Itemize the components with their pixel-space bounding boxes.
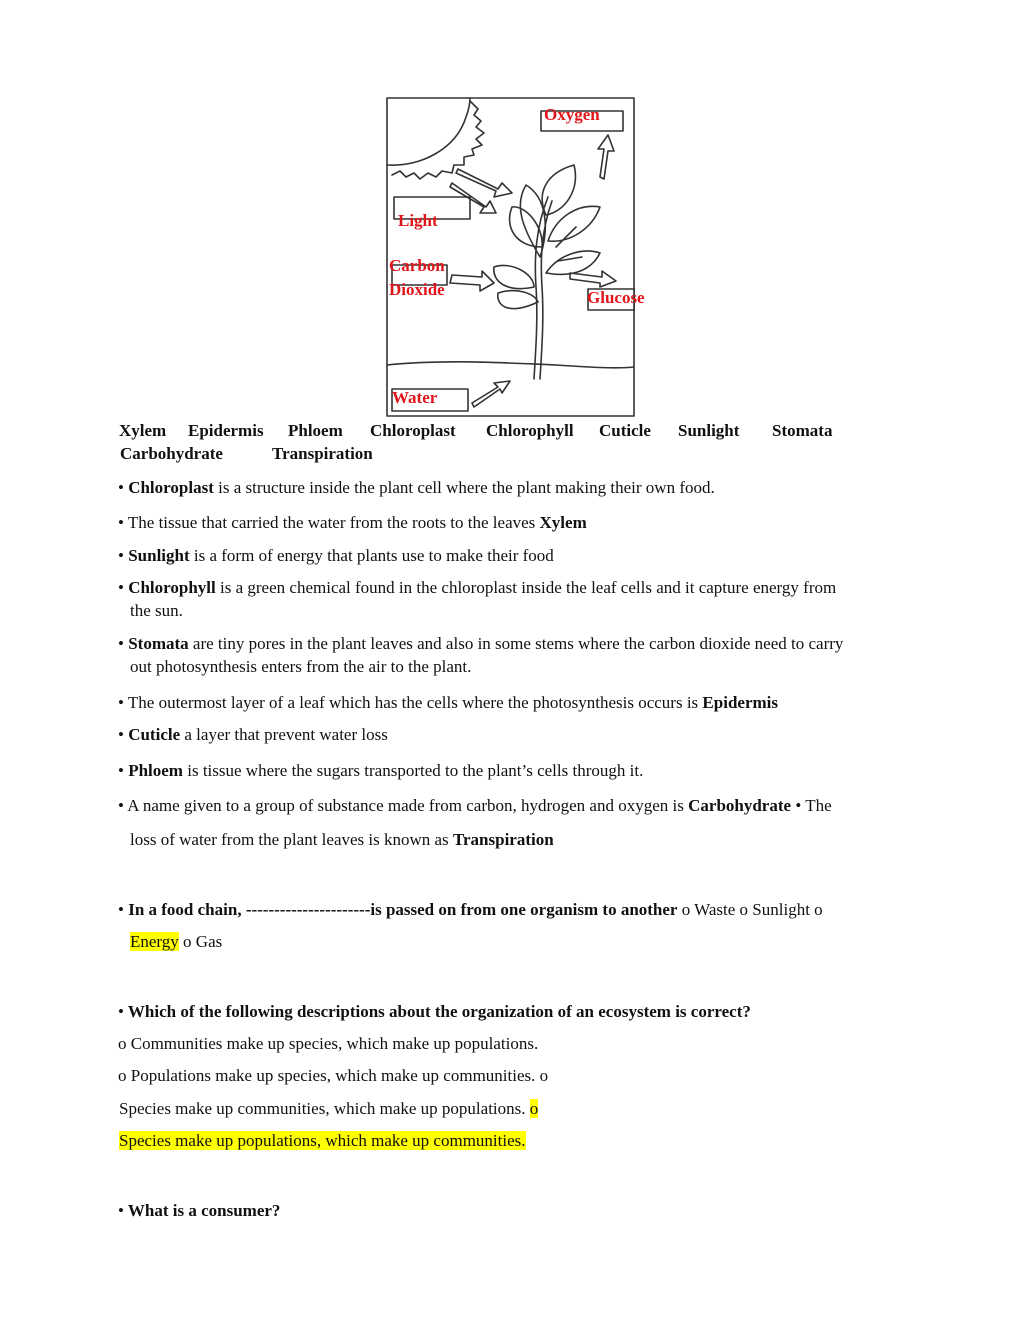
statement-chlorophyll-cont: the sun. xyxy=(130,601,183,620)
question-consumer xyxy=(118,1199,280,1222)
label-oxygen: Oxygen xyxy=(544,105,600,124)
sun-rays xyxy=(392,101,484,179)
word-bank-term: Carbohydrate xyxy=(120,444,223,463)
word-bank-term: Transpiration xyxy=(272,444,373,463)
options-text: o Gas xyxy=(178,932,223,951)
term: Chlorophyll xyxy=(128,578,216,597)
word-bank xyxy=(119,421,879,467)
term: Sunlight xyxy=(128,546,190,565)
bullet: • xyxy=(118,546,124,565)
leaf-veins xyxy=(556,227,582,261)
word-bank-term: Stomata xyxy=(772,421,833,440)
statement-chlorophyll xyxy=(118,576,836,599)
word-bank-row-2 xyxy=(119,444,879,467)
option-text: Species make up communities, which make up populations. xyxy=(119,1099,526,1118)
photosynthesis-diagram xyxy=(386,97,645,417)
term: Chloroplast xyxy=(128,478,214,497)
statement-text: is tissue where the sugars transported to the plant’s cells through it. xyxy=(182,761,644,780)
statement-text: is a green chemical found in the chloroplast inside the leaf cells and it capture energy from xyxy=(215,578,837,597)
label-light: Light xyxy=(398,211,438,230)
statement-text: are tiny pores in the plant leaves and also in some stems where the carbon dioxide need to carry xyxy=(188,634,844,653)
sun-edge xyxy=(387,98,470,165)
question-food-chain xyxy=(118,898,823,921)
co2-arrow xyxy=(450,271,494,291)
term: Stomata xyxy=(128,634,189,653)
highlighted-answer: Energy xyxy=(130,932,179,951)
term: Carbohydrate xyxy=(688,796,792,815)
word-bank-term: Phloem xyxy=(288,421,343,440)
statement-sunlight xyxy=(118,544,554,567)
question-food-chain-options xyxy=(130,930,222,953)
bullet: • xyxy=(118,1201,124,1220)
bullet: • xyxy=(118,693,124,712)
statement-text: a layer that prevent water loss xyxy=(180,725,388,744)
leaf-left-bottom xyxy=(498,291,538,309)
statement-phloem xyxy=(118,759,643,782)
bullet: • xyxy=(118,578,124,597)
options-text: o Waste o Sunlight o xyxy=(677,900,823,919)
word-bank-term: Xylem xyxy=(119,421,167,440)
label-glucose: Glucose xyxy=(587,288,645,307)
word-bank-term: Epidermis xyxy=(188,421,264,440)
light-arrow-1 xyxy=(456,169,512,197)
question-text: What is a consumer? xyxy=(123,1201,281,1220)
statement-xylem xyxy=(118,511,587,534)
statement-text: A name given to a group of substance made from carbon, hydrogen and oxygen is xyxy=(123,796,689,815)
statement-epidermis xyxy=(118,691,778,714)
statement-text: is a structure inside the plant cell where the plant making their own food. xyxy=(213,478,715,497)
statement-transpiration xyxy=(130,828,554,851)
bullet: • xyxy=(118,513,124,532)
glucose-arrow xyxy=(570,271,616,287)
statement-text: The outermost layer of a leaf which has the cells where the photosynthesis occurs is xyxy=(123,693,703,712)
word-bank-term: Cuticle xyxy=(599,421,651,440)
question-text: In a food chain, ----------------------is passed on from one organism to another xyxy=(123,900,678,919)
statement-chloroplast xyxy=(118,476,715,499)
label-dioxide: Dioxide xyxy=(389,280,445,299)
term: Cuticle xyxy=(128,725,181,744)
leaf-left-lower xyxy=(494,265,534,288)
word-bank-row-1 xyxy=(119,421,879,444)
bullet: • xyxy=(118,1002,124,1021)
statement-stomata xyxy=(118,632,843,655)
leaf-top-right xyxy=(542,165,575,215)
leaf-right-low xyxy=(546,251,600,274)
bullet: • xyxy=(118,796,124,815)
highlighted-marker: o xyxy=(529,1099,539,1118)
statement-stomata-cont: out photosynthesis enters from the air to the plant. xyxy=(130,657,472,676)
word-bank-term: Chlorophyll xyxy=(486,421,574,440)
option-1: o Communities make up species, which make up populations. xyxy=(118,1034,539,1053)
highlighted-answer: Species make up populations, which make up communities. xyxy=(119,1131,526,1150)
statement-cuticle xyxy=(118,723,388,746)
water-arrow xyxy=(472,381,510,407)
oxygen-arrow xyxy=(598,135,614,179)
statement-text: • The xyxy=(791,796,832,815)
statement-text: loss of water from the plant leaves is known as xyxy=(130,830,453,849)
label-water: Water xyxy=(392,388,438,407)
bullet: • xyxy=(118,725,124,744)
statement-text: The tissue that carried the water from the roots to the leaves xyxy=(123,513,540,532)
label-carbon: Carbon xyxy=(389,256,445,275)
term: Phloem xyxy=(128,761,183,780)
word-bank-term: Sunlight xyxy=(678,421,740,440)
statement-carbohydrate xyxy=(118,794,832,817)
bullet: • xyxy=(118,478,124,497)
bullet: • xyxy=(118,634,124,653)
option-4 xyxy=(119,1129,526,1152)
statement-text: is a form of energy that plants use to make their food xyxy=(189,546,554,565)
term: Transpiration xyxy=(452,830,554,849)
term: Epidermis xyxy=(702,693,778,712)
ground-line xyxy=(387,362,634,368)
question-ecosystem xyxy=(118,1000,751,1023)
bullet: • xyxy=(118,761,124,780)
term: Xylem xyxy=(539,513,587,532)
option-2: o Populations make up species, which make up communities. o xyxy=(118,1066,549,1085)
bullet: • xyxy=(118,900,124,919)
word-bank-term: Chloroplast xyxy=(370,421,456,440)
question-text: Which of the following descriptions about the organization of an ecosystem is correct? xyxy=(123,1002,751,1021)
option-3 xyxy=(119,1097,538,1120)
